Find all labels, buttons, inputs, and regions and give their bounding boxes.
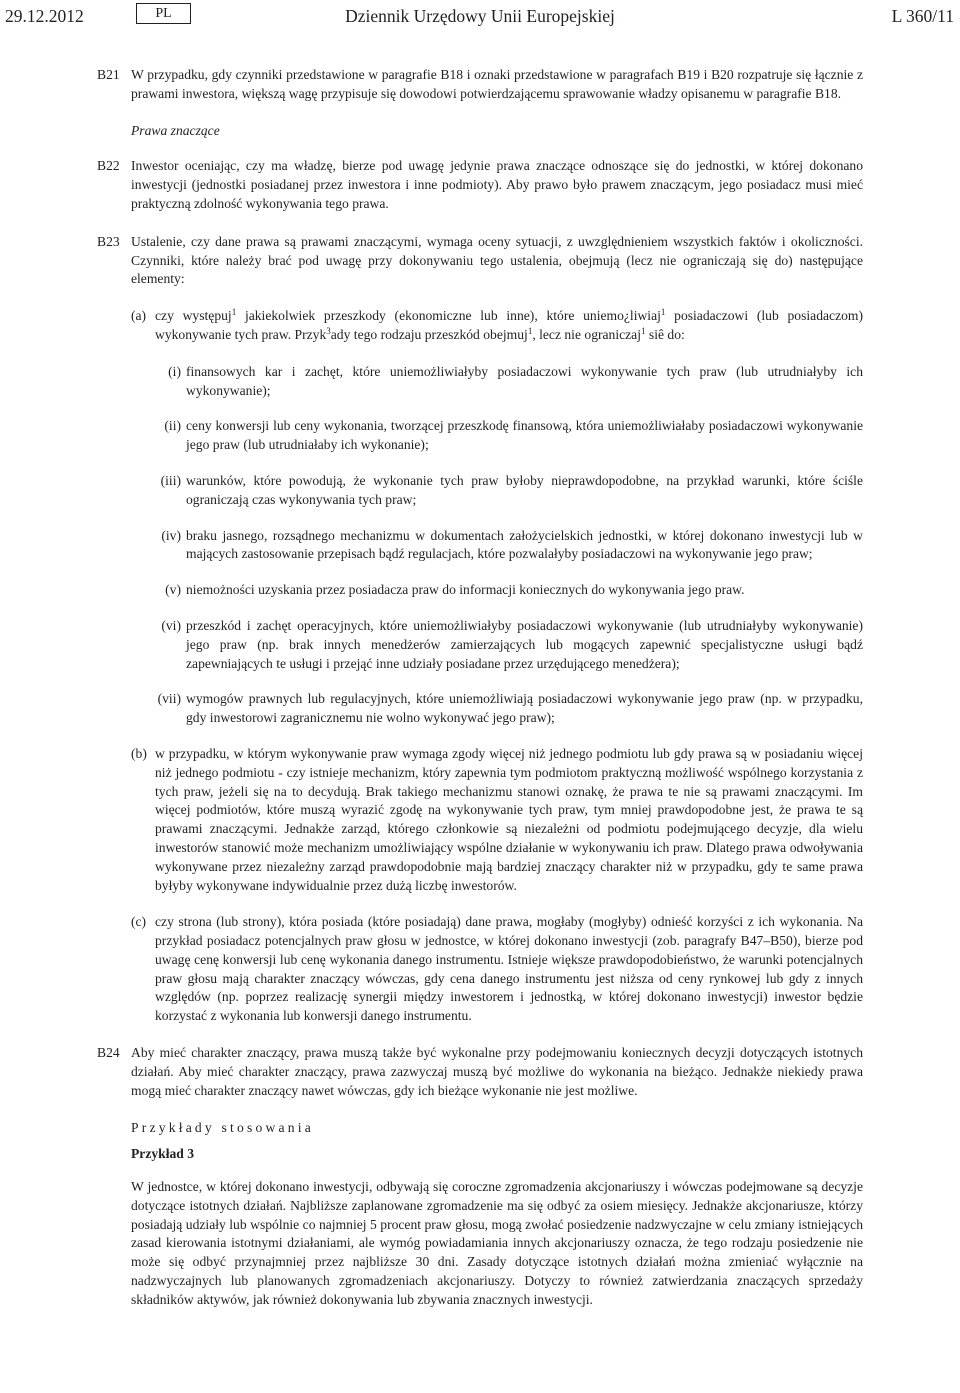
paragraph-text: Aby mieć charakter znaczący, prawa muszą także być wykonalne przy podejmowaniu koniecznych decyzji dotyczących istotnych działań. Aby mieć charakter znaczący, prawa zazwyczaj muszą być możliwe do wykonania na bieżąco. Jednakże niekiedy prawa mogą mieć charakter znaczący nawet wówczas, gdy ich bieżące wykonanie nie jest możliwe. — [131, 1045, 863, 1098]
sub-item-v — [0, 581, 960, 600]
sub-item-text: ceny konwersji lub ceny wykonania, tworzącej przeszkodę finansową, która uniemożliwiałaby posiadaczowi wykonywanie jego praw (lub utrudniałaby ich wykonanie); — [186, 418, 863, 453]
list-item-text: czy występuj$^1$ jakiekolwiek przeszkody (ekonomiczne lub inne), które uniemo¿liwiaj$^1$ posiadaczowi (lub posiadaczom) wykonywanie tych praw. Przyk$^3$ady tego rodzaju przeszkód obejmuj$^1$, lecz nie ograniczaj$^1$ siê do: — [155, 307, 863, 342]
document-body — [0, 66, 960, 1310]
header-reference: L 360/11 — [891, 6, 954, 26]
sub-label: (ii) — [164, 418, 181, 434]
list-label: (b) — [131, 745, 147, 761]
page-header — [0, 0, 960, 40]
sub-label: (iii) — [160, 472, 181, 488]
example-title: Przykład 3 — [131, 1146, 195, 1162]
section-heading: Prawa znaczące — [131, 122, 220, 138]
header-date: 29.12.2012 — [5, 6, 84, 26]
list-item-text: czy strona (lub strony), która posiada (które posiadają) dane prawa, mogłaby (mogłyby) odnieść korzyści z ich wykonania. Na przykład posiadacz potencjalnych praw głosu w jednostce, w której dokonano inwestycji (zob. paragrafy B47–B50), bierze pod uwagę cenę konwersji lub cenę wykonania danego instrumentu. Istnieje większe prawdopodobieństwo, że warunki potencjalnych praw głosu mają charakter znaczący wówczas, gdy cena danego instrumentu jest niższa od ceny rynkowej lub gdy z innych względów (np. poprzez realizację synergii między inwestorem i jednostką, w której dokonano inwestycji) inwestor będzie korzystać z wykonania lub konwersji danego instrumentu. — [155, 914, 863, 1024]
paragraph-number: B23 — [97, 233, 120, 249]
sub-item-iii — [0, 472, 960, 510]
header-language-box: PL — [136, 3, 191, 24]
list-item-text: w przypadku, w którym wykonywanie praw wymaga zgody więcej niż jednego podmiotu lub gdy prawa są w posiadaniu więcej niż jednego podmiotu - czy istnieje mechanizm, który zapewnia tym podmiotom praktyczną możliwość wspólnego korzystania z tych praw, jeżeli się na to decydują. Brak takiego mechanizmu stanowi oznakę, że prawa te nie są prawami znaczącymi. Im więcej podmiotów, które muszą wyrazić zgodę na wykonywanie tych praw, tym mniej prawdopodobne jest, że prawa te są prawami znaczącymi. Jednakże zarząd, którego członkowie są niezależni od podmiotu podejmującego decyzje, dla wielu inwestorów stanowić może mechanizm umożliwiający wspólne działanie w wykonywaniu ich praw. Dlatego prawa odwoływania wykonywane przez niezależny zarząd prawdopodobnie mają bardziej znaczący charakter niż w przypadku, gdy te same prawa byłyby wykonywane indywidualnie przez dużą liczbę inwestorów. — [155, 745, 863, 893]
list-item-b — [0, 745, 960, 895]
paragraph-number: B22 — [97, 158, 120, 174]
example-text: W jednostce, w której dokonano inwestycji, odbywają się coroczne zgromadzenia akcjonariuszy i wówczas podejmowane są decyzje dotyczące istotnych działań. Najbliższe zaplanowane zgromadzenie ma się odbyć za osiem miesięcy. Jednakże akcjonariusze, którzy posiadają udziały lub wspólnie co najmniej 5 procent praw głosu, mogą zwołać posiedzenie nadzwyczajne w celu zmiany istniejących zasad kierowania istotnymi działaniami, ale wymóg powiadamiania innych akcjonariuszy oznacza, że tego rodzaju posiedzenie nie może się odbyć przynajmniej przez najbliższe 30 dni. Zasady dotyczące istotnych działań można zmieniać wyłącznie na nadzwyczajnych lub planowanych zgromadzeniach akcjonariuszy. Dotyczy to również zatwierdzania znaczących sprzedaży składników aktywów, jak również dokonywania lub zbywania znacznych inwestycji. — [131, 1179, 863, 1307]
sub-item-i — [0, 363, 960, 401]
sub-item-text: niemożności uzyskania przez posiadacza praw do informacji koniecznych do wykonywania jego praw. — [186, 582, 745, 598]
sub-item-vii — [0, 690, 960, 728]
sub-item-text: braku jasnego, rozsądnego mechanizmu w dokumentach założycielskich jednostki, w której dokonano inwestycji lub w mających zastosowanie przepisach bądź regulacjach, które pozwalałyby posiadaczowi na wykonywanie jego praw; — [186, 527, 863, 562]
list-item-a — [0, 307, 960, 345]
sub-label: (v) — [165, 582, 181, 598]
list-label: (a) — [131, 308, 147, 324]
sub-label: (iv) — [161, 527, 181, 543]
paragraph-text: W przypadku, gdy czynniki przedstawione w paragrafie B18 i oznaki przedstawione w paragrafach B19 i B20 rozpatruje się łącznie z prawami inwestora, większą wagę przypisuje się dowodowi potwierdzającemu sprawowanie władzy opisanemu w paragrafie B18. — [131, 67, 863, 101]
sub-item-text: przeszkód i zachęt operacyjnych, które uniemożliwiałyby posiadaczowi wykonywanie (lub utrudniałyby wykonywanie) jego praw (np. brak innych menedżerów zamierzających lub mogących zapewnić specjalistyczne usługi bądź zapewniających te usługi i przejąć inne udziały posiadane przez urzędującego menedżera); — [186, 617, 863, 671]
sub-item-iv — [0, 527, 960, 565]
paragraph-b22 — [0, 157, 960, 213]
sub-item-text: warunków, które powodują, że wykonanie tych praw byłoby nieprawdopodobne, na przykład warunki, które ściśle ograniczają czas wykonywania tych praw; — [186, 472, 863, 507]
paragraph-text: Ustalenie, czy dane prawa są prawami znaczącymi, wymaga oceny sytuacji, z uwzględnieniem wszystkich faktów i okoliczności. Czynniki, które należy brać pod uwagę przy dokonywaniu tego ustalenia, obejmują (lecz nie ograniczają się do) następujące elementy: — [131, 233, 863, 287]
paragraph-b23 — [0, 233, 960, 289]
list-item-c — [0, 913, 960, 1026]
sub-item-text: finansowych kar i zachęt, które uniemożliwiałyby posiadaczowi wykonywanie tych praw (lub utrudniałyby ich wykonywanie); — [186, 363, 863, 398]
sub-item-vi — [0, 617, 960, 673]
paragraph-text: Inwestor oceniając, czy ma władzę, bierze pod uwagę jedynie prawa znaczące odnoszące się do jednostki, w której dokonano inwestycji (jednostki posiadanej przez inwestora i inne podmioty). Aby prawo było prawem znaczącym, jego posiadacz musi mieć praktyczną zdolność wykonywania tego prawa. — [131, 158, 863, 211]
examples-heading: Przykłady stosowania — [131, 1120, 314, 1136]
sub-item-ii — [0, 417, 960, 455]
list-label: (c) — [131, 914, 147, 930]
paragraph-b24 — [0, 1044, 960, 1100]
sub-item-text: wymogów prawnych lub regulacyjnych, które uniemożliwiają posiadaczowi wykonywanie jego praw (np. w przypadku, gdy inwestorowi zagranicznemu nie wolno wykonywać jego praw); — [186, 691, 863, 726]
sub-label: (i) — [168, 363, 181, 379]
sub-label: (vii) — [157, 691, 181, 707]
sub-label: (vi) — [161, 617, 181, 633]
paragraph-b21 — [0, 66, 960, 104]
header-journal-title: Dziennik Urzędowy Unii Europejskiej — [345, 6, 615, 26]
paragraph-number: B21 — [97, 67, 120, 82]
paragraph-number: B24 — [97, 1045, 120, 1061]
